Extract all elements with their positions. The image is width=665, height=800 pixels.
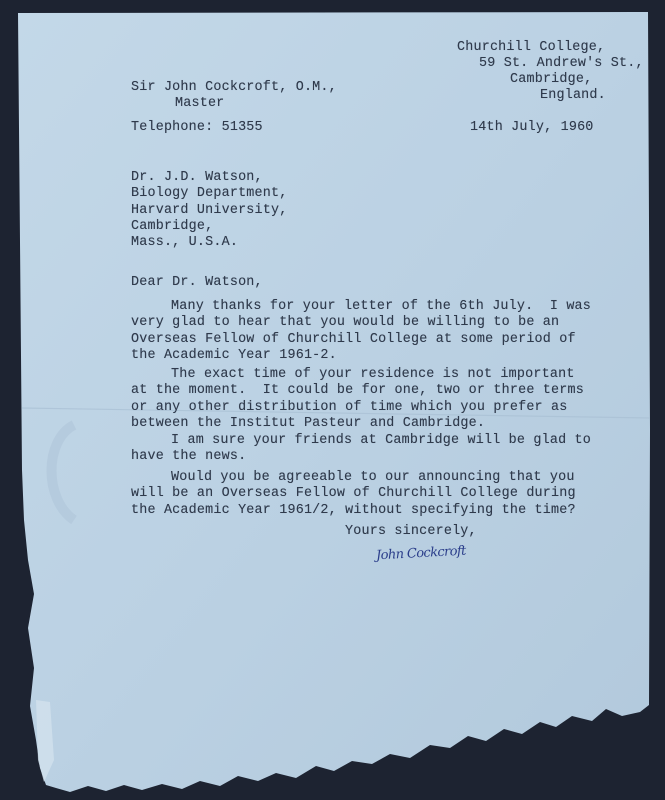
body-line: the Academic Year 1961/2, without specifying the time? <box>131 502 576 518</box>
college-address-city <box>510 72 592 88</box>
paragraph-4 <box>131 470 576 519</box>
paragraph-3 <box>131 433 591 466</box>
body-line: at the moment. It could be for one, two or three terms <box>131 383 584 399</box>
body-line: or any other distribution of time which you prefer as <box>131 399 568 415</box>
body-line: have the news. <box>131 449 247 465</box>
paragraph-2 <box>131 367 584 432</box>
body-line: I am sure your friends at Cambridge will be glad to <box>171 433 592 448</box>
body-line: will be an Overseas Fellow of Churchill College during <box>131 486 576 502</box>
recipient-line: Harvard University, <box>131 202 288 218</box>
recipient-line: Biology Department, <box>131 186 288 202</box>
body-line: very glad to hear that you would be willing to be an <box>131 315 560 331</box>
handwritten-signature: John Cockcroft <box>375 543 467 564</box>
address-line: Cambridge, <box>510 72 593 87</box>
body-line: the Academic Year 1961-2. <box>131 347 337 363</box>
address-line: 59 St. Andrew's St., <box>479 56 644 71</box>
body-line: Many thanks for your letter of the 6th July. I was <box>171 299 592 314</box>
address-line: Churchill College, <box>457 40 606 55</box>
paragraph-1 <box>131 299 591 364</box>
sender-title: Master <box>175 96 225 111</box>
college-address-country <box>540 88 606 104</box>
recipient-line: Cambridge, <box>131 218 214 234</box>
address-line: England. <box>540 88 606 103</box>
closing: Yours sincerely, <box>345 524 477 539</box>
recipient-line: Dr. J.D. Watson, <box>131 170 263 185</box>
recipient-address <box>131 170 287 251</box>
salutation: Dear Dr. Watson, <box>131 275 263 290</box>
sender-telephone: Telephone: 51355 <box>131 120 263 135</box>
recipient-line: Mass., U.S.A. <box>131 235 239 251</box>
body-line: between the Institut Pasteur and Cambridge. <box>131 415 486 431</box>
sender-name: Sir John Cockcroft, O.M., <box>131 80 337 95</box>
letter-date: 14th July, 1960 <box>470 120 594 135</box>
body-line: The exact time of your residence is not important <box>171 367 575 382</box>
college-address-street <box>479 56 644 72</box>
body-line: Overseas Fellow of Churchill College at some period of <box>131 331 576 347</box>
college-address <box>457 40 605 56</box>
body-line: Would you be agreeable to our announcing that you <box>171 470 575 485</box>
